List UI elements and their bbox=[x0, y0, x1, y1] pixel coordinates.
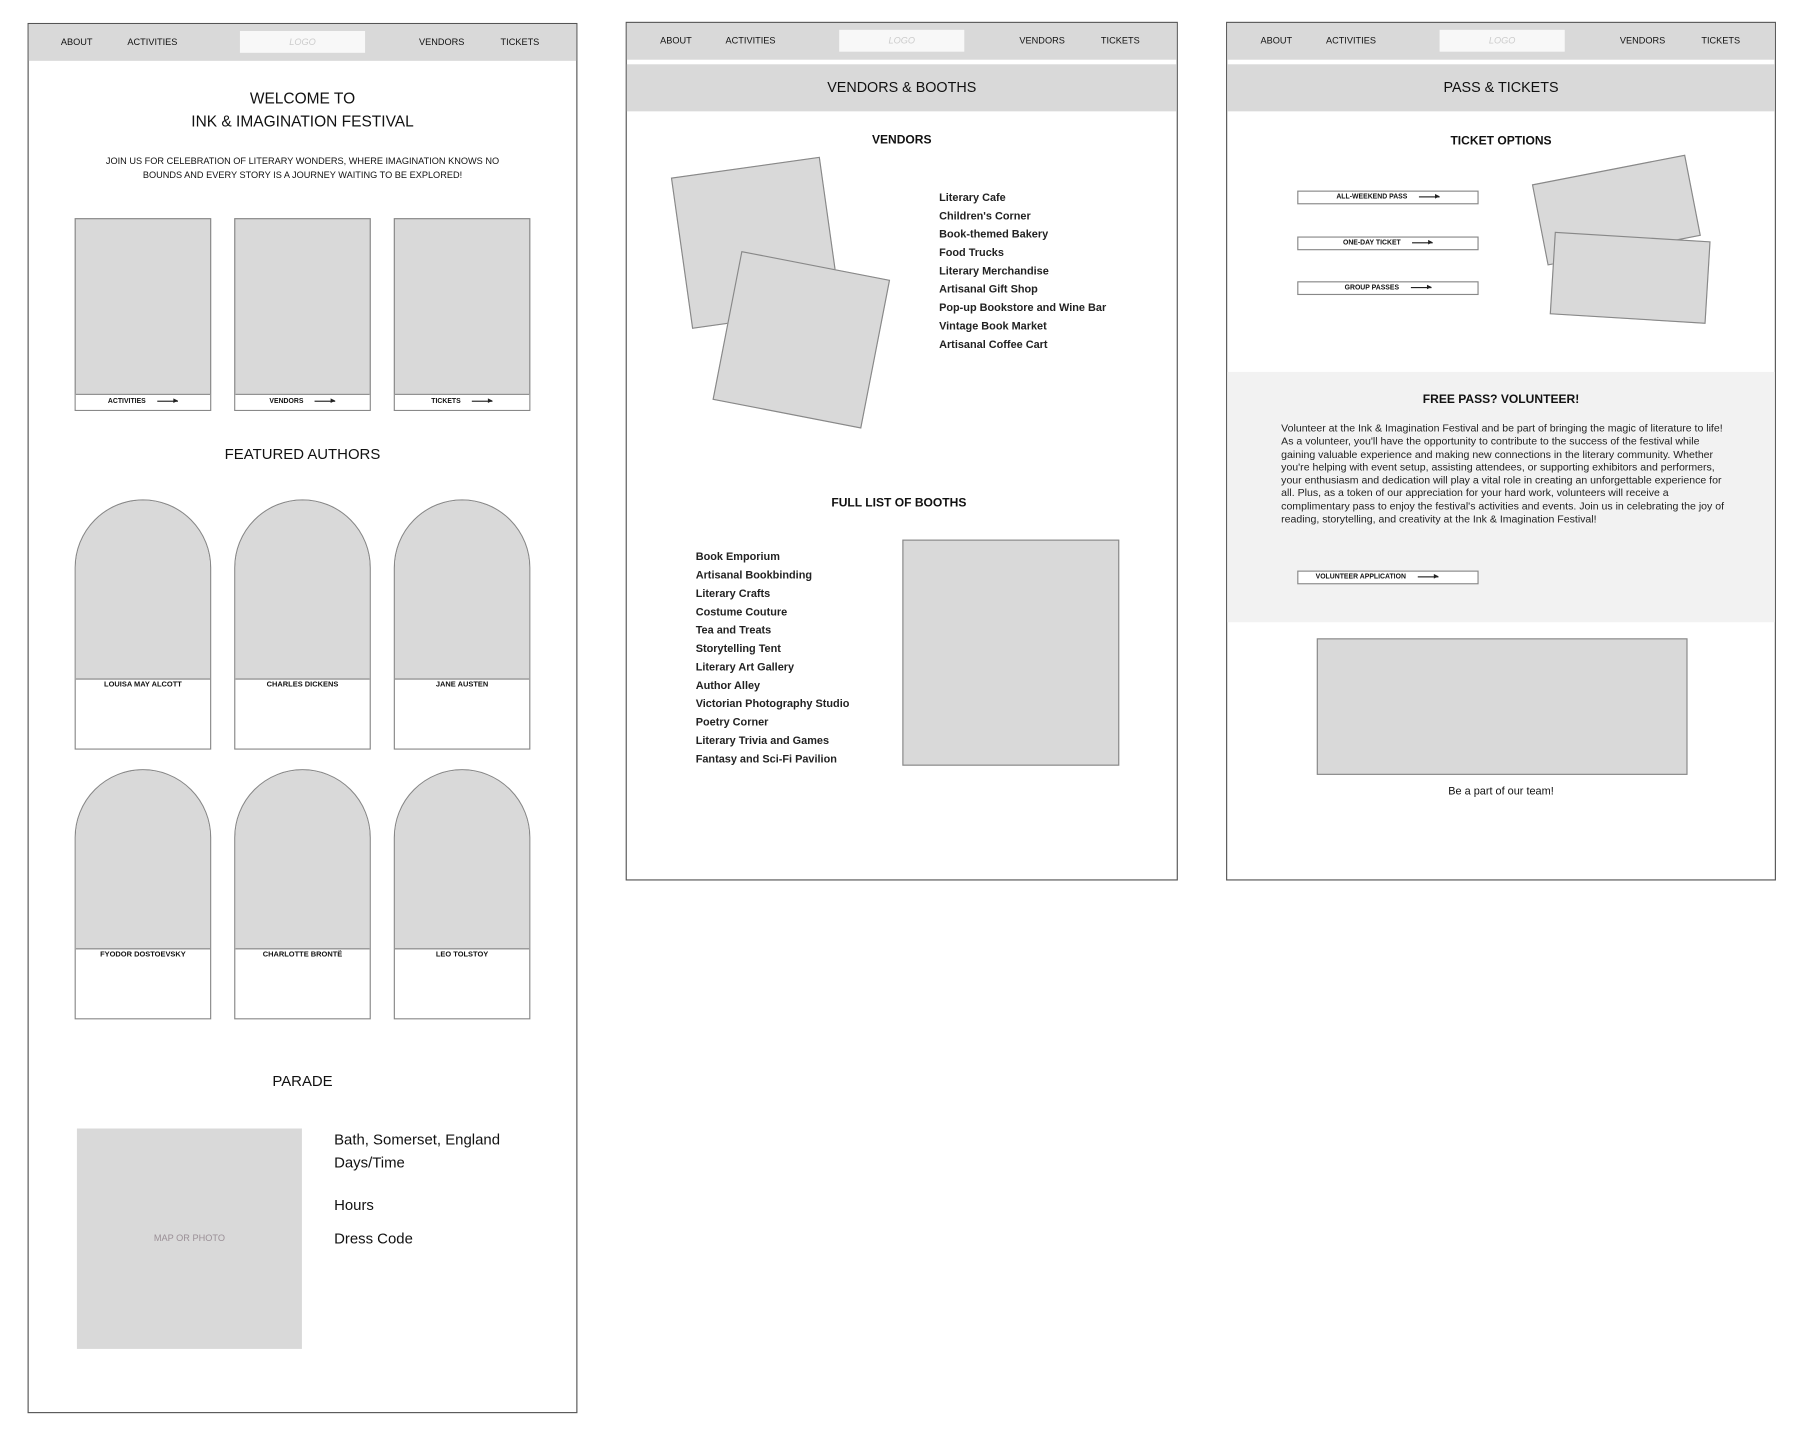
nav-activities[interactable]: ACTIVITIES bbox=[127, 36, 178, 48]
author-photo bbox=[76, 501, 210, 680]
tickets-page-frame bbox=[1226, 22, 1776, 881]
logo[interactable]: LOGO bbox=[240, 31, 365, 53]
welcome-line-2: INK & IMAGINATION FESTIVAL bbox=[191, 112, 414, 130]
nav-activities[interactable]: ACTIVITIES bbox=[725, 35, 776, 46]
activities-card[interactable] bbox=[75, 218, 212, 411]
activities-card-button[interactable] bbox=[76, 394, 210, 410]
intro-line-2: BOUNDS AND EVERY STORY IS A JOURNEY WAITING TO BE EXPLORED! bbox=[142, 169, 463, 181]
author-name: CHARLOTTE BRONTË bbox=[262, 950, 343, 959]
button-label: VOLUNTEER APPLICATION bbox=[1315, 574, 1406, 581]
author-card[interactable] bbox=[75, 499, 212, 749]
nav-tickets[interactable]: TICKETS bbox=[500, 36, 540, 48]
tickets-card[interactable] bbox=[394, 218, 531, 411]
logo[interactable]: LOGO bbox=[1440, 30, 1565, 52]
author-photo bbox=[76, 770, 210, 949]
volunteer-section bbox=[1227, 372, 1775, 622]
nav-about[interactable]: ABOUT bbox=[1260, 35, 1293, 46]
booths-title: FULL LIST OF BOOTHS bbox=[831, 495, 967, 510]
featured-authors-title: FEATURED AUTHORS bbox=[224, 445, 381, 463]
all-weekend-pass-button[interactable] bbox=[1297, 191, 1478, 205]
author-photo bbox=[235, 501, 369, 680]
arrow-right-icon bbox=[315, 401, 336, 402]
vendors-title: VENDORS bbox=[871, 133, 932, 147]
parade-hours: Hours bbox=[334, 1196, 374, 1214]
vendor-item: Artisanal Coffee Cart bbox=[939, 338, 1048, 352]
top-nav bbox=[627, 23, 1177, 60]
volunteer-text: Volunteer at the Ink & Imagination Festival and be part of bringing the magic of literature to life! As a volunteer, you'll have the opportunity to contribute to the success of the festival while gaining valuable experience and making new connections in the literary community. Whether you're helping with event setup, assisting attendees, or supporting exhibitors and performers, your enthusiasm and dedication will play a vital role in creating an unforgettable experience for all. Plus, as a token of our appreciation for your hard work, volunteers will receive a complimentary pass to enjoy the festival's activities and events. Join us in celebrating the joy of reading, storytelling, and creativity at the Ink & Imagination Festival! bbox=[1281, 422, 1725, 525]
vendors-page-frame bbox=[626, 22, 1178, 881]
booth-item: Author Alley bbox=[695, 679, 761, 693]
vendors-card-button[interactable] bbox=[235, 394, 369, 410]
booth-item: Artisanal Bookbinding bbox=[695, 569, 813, 583]
team-photo-placeholder bbox=[1317, 638, 1688, 775]
card-label: VENDORS bbox=[269, 398, 304, 406]
arrow-right-icon bbox=[472, 401, 493, 402]
vendor-item: Book-themed Bakery bbox=[939, 228, 1049, 242]
volunteer-title: FREE PASS? VOLUNTEER! bbox=[1422, 392, 1580, 407]
booth-item: Literary Crafts bbox=[695, 587, 771, 601]
intro-line-1: JOIN US FOR CELEBRATION OF LITERARY WONDERS, WHERE IMAGINATION KNOWS NO bbox=[105, 156, 500, 167]
nav-vendors[interactable]: VENDORS bbox=[1019, 35, 1065, 46]
parade-title: PARADE bbox=[272, 1072, 333, 1090]
welcome-heading bbox=[29, 87, 577, 133]
map-placeholder: MAP OR PHOTO bbox=[77, 1128, 302, 1348]
card-label: ACTIVITIES bbox=[107, 398, 146, 406]
nav-activities[interactable]: ACTIVITIES bbox=[1325, 35, 1376, 46]
welcome-line-1: WELCOME TO bbox=[249, 89, 356, 107]
author-card[interactable] bbox=[394, 769, 531, 1019]
booth-map-placeholder bbox=[902, 540, 1119, 766]
author-name: CHARLES DICKENS bbox=[266, 680, 339, 689]
author-name: JANE AUSTEN bbox=[435, 680, 489, 689]
arrow-right-icon bbox=[1412, 242, 1433, 243]
nav-tickets[interactable]: TICKETS bbox=[1100, 35, 1140, 46]
author-photo bbox=[395, 770, 529, 949]
ticket-image bbox=[1550, 232, 1711, 324]
button-label: ALL-WEEKEND PASS bbox=[1336, 194, 1408, 201]
author-name: FYODOR DOSTOEVSKY bbox=[100, 950, 186, 959]
author-name: LOUISA MAY ALCOTT bbox=[104, 680, 182, 689]
author-photo bbox=[395, 501, 529, 680]
booths-list bbox=[696, 549, 850, 769]
vendor-item: Pop-up Bookstore and Wine Bar bbox=[939, 301, 1107, 315]
booth-item: Costume Couture bbox=[695, 606, 788, 619]
top-nav bbox=[29, 24, 577, 61]
booth-item: Tea and Treats bbox=[695, 624, 772, 638]
arrow-right-icon bbox=[157, 401, 178, 402]
parade-location: Bath, Somerset, England bbox=[334, 1130, 500, 1148]
arrow-right-icon bbox=[1411, 287, 1432, 288]
intro-text bbox=[29, 155, 577, 183]
booth-item: Poetry Corner bbox=[695, 716, 769, 729]
top-nav bbox=[1227, 23, 1775, 60]
booth-item: Book Emporium bbox=[695, 551, 780, 564]
booth-item: Literary Art Gallery bbox=[695, 661, 795, 674]
vendor-item: Artisanal Gift Shop bbox=[939, 283, 1038, 297]
author-card[interactable] bbox=[234, 499, 371, 749]
parade-days: Days/Time bbox=[334, 1153, 405, 1171]
nav-about[interactable]: ABOUT bbox=[660, 35, 692, 46]
author-photo bbox=[235, 770, 369, 949]
vendor-item: Children's Corner bbox=[939, 210, 1031, 223]
volunteer-application-button[interactable] bbox=[1297, 571, 1478, 585]
vendor-item: Literary Merchandise bbox=[939, 265, 1049, 278]
nav-vendors[interactable]: VENDORS bbox=[1619, 35, 1666, 46]
vendors-card[interactable] bbox=[234, 218, 371, 411]
vendor-photo bbox=[712, 251, 890, 429]
nav-tickets[interactable]: TICKETS bbox=[1701, 35, 1741, 46]
group-passes-button[interactable] bbox=[1297, 281, 1478, 295]
booth-item: Literary Trivia and Games bbox=[695, 734, 830, 748]
tickets-card-button[interactable] bbox=[395, 394, 529, 410]
team-caption: Be a part of our team! bbox=[1448, 785, 1554, 798]
logo[interactable]: LOGO bbox=[839, 30, 964, 52]
arrow-right-icon bbox=[1417, 576, 1438, 577]
ticket-options-title: TICKET OPTIONS bbox=[1450, 134, 1552, 149]
booth-item: Victorian Photography Studio bbox=[695, 697, 850, 711]
author-name: LEO TOLSTOY bbox=[435, 950, 489, 959]
vendor-item: Literary Cafe bbox=[939, 191, 1006, 205]
card-label: TICKETS bbox=[431, 398, 461, 406]
vendors-list bbox=[939, 189, 1106, 354]
page-banner: PASS & TICKETS bbox=[1227, 64, 1775, 111]
page-banner: VENDORS & BOOTHS bbox=[627, 64, 1177, 111]
vendor-item: Food Trucks bbox=[939, 246, 1004, 260]
author-card[interactable] bbox=[75, 769, 212, 1019]
nav-vendors[interactable]: VENDORS bbox=[419, 36, 465, 48]
booth-item: Storytelling Tent bbox=[695, 642, 781, 656]
author-card[interactable] bbox=[234, 769, 371, 1019]
one-day-ticket-button[interactable] bbox=[1297, 236, 1478, 250]
nav-about[interactable]: ABOUT bbox=[60, 36, 93, 48]
button-label: ONE-DAY TICKET bbox=[1342, 239, 1401, 247]
arrow-right-icon bbox=[1419, 196, 1440, 197]
button-label: GROUP PASSES bbox=[1344, 284, 1400, 292]
home-page-frame bbox=[28, 23, 578, 1413]
vendor-item: Vintage Book Market bbox=[939, 320, 1047, 333]
booth-item: Fantasy and Sci-Fi Pavilion bbox=[695, 753, 837, 766]
parade-dress-code: Dress Code bbox=[334, 1229, 413, 1247]
author-card[interactable] bbox=[394, 499, 531, 749]
